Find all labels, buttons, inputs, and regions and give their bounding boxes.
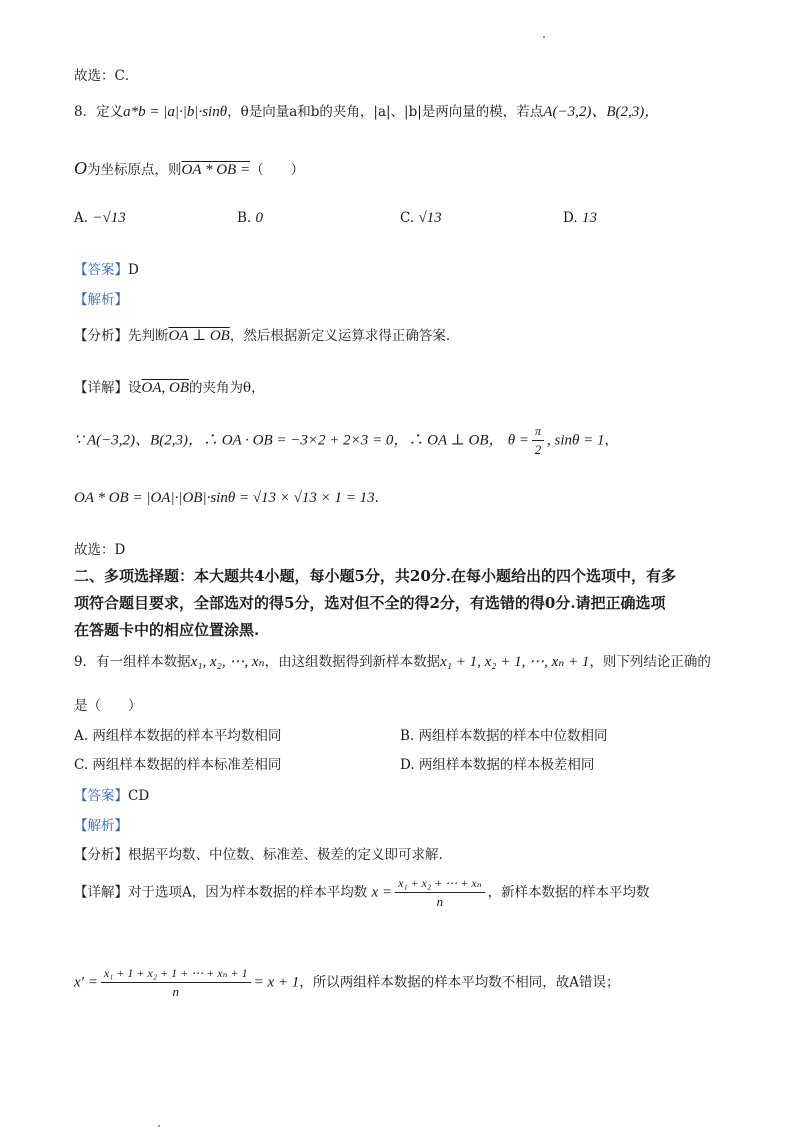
q9-stem-line2: 是（ ） [74,698,142,714]
q8-origin-symbol: O [74,158,87,178]
q8-stem-line2 [74,158,304,179]
q8-result-line: OA * OB = |OA|·|OB|·sinθ = √13 × √13 × 1 = 13. [74,490,379,506]
q8-fenxi-line: 【分析】先判断OA ⊥ OB，然后根据新定义运算求得正确答案. [74,328,451,344]
q9-new-sample-data: x₁ + 1, x₂ + 1, ⋯, xₙ + 1 [440,654,590,670]
q8-because-line: ∵ A(−3,2)、B(2,3)，∴ OA · OB = −3×2 + 2×3 = 0，∴ OA ⊥ OB， θ = $\frac{\pi}{2}$ , sinθ = 1， [74,424,619,457]
q9-detail-tag: 【详解】 [74,884,128,901]
q8-paren: （ ） [250,162,305,178]
q8-points: A(−3,2)、B(2,3)， [543,104,660,120]
q8-answer-line [74,258,139,278]
q9-fenxi-tag: 【分析】 [74,847,128,863]
q9-stem-line1: 9．有一组样本数据x₁, x₂, ⋯, xₙ，由这组数据得到新样本数据x₁ + 1, x₂ + 1, ⋯, xₙ + 1，则下列结论正确的 [74,654,711,670]
q9-option-d: D. 两组样本数据的样本极差相同 [400,757,595,773]
q9-fenxi-line: 【分析】根据平均数、中位数、标准差、极差的定义即可求解. [74,847,443,863]
q9-mean-lhs: x = [371,884,393,901]
q9-conclusion: ，所以两组样本数据的样本平均数不相同，故A错误； [299,974,620,991]
q8-answer-tag: 【答案】 [74,262,128,278]
section2-heading-line2: 项符合题目要求，全部选对的得5分，选对但不全的得2分，有选错的得0分.请把正确选项 [74,594,666,612]
q8-because-expr: ∵ A(−3,2)、B(2,3)，∴ OA · OB = −3×2 + 2×3 = 0，∴ OA ⊥ OB， [74,432,504,449]
section2-heading-line3: 在答题卡中的相应位置涂黑. [74,621,260,639]
q8-stem-line1 [74,100,659,121]
q9-analysis-line [74,814,128,834]
q9-option-b: B. 两组样本数据的样本中位数相同 [400,728,608,744]
q8-analysis-line [74,288,128,308]
q9-analysis-tag: 【解析】 [74,818,128,834]
q8-option-c-value: √13 [418,210,442,226]
q8-option-a: A. −√13 [74,210,126,226]
q9-answer-line [74,784,149,804]
speck-bottom [158,1125,160,1127]
q9-detail-line: 【详解】对于选项A，因为样本数据的样本平均数 x = $\frac{\text{x₁ + x₂ + ⋯ + xₙ}}{n}$ ，新样本数据的样本平均数 [74,876,650,909]
section2-heading-line1: 二、多项选择题：本大题共4小题，每小题5分，共20分.在每小题给出的四个选项中，有多 [74,567,676,585]
q8-option-d-value: 13 [581,210,597,226]
q8-result-expr: OA * OB = |OA|·|OB|·sinθ = √13 × √13 × 1 = 13 [74,490,375,506]
q8-stem-text: 为坐标原点，则 [87,162,182,178]
q8-theta-lhs: θ = [507,432,530,449]
q8-option-c: C. √13 [400,210,442,226]
q8-final: 故选：D [74,542,126,558]
q8-theta-fraction: $\frac{\pi}{2}$ [532,424,544,458]
speck-top [543,36,545,38]
q8-fenxi-tag: 【分析】 [74,328,128,344]
q8-theta-rest: , sinθ = 1 [547,432,605,449]
q8-answer-value: D [128,262,139,278]
q8-expression: OA * OB = [181,162,251,178]
q9-option-a: A. 两组样本数据的样本平均数相同 [74,728,282,744]
q9-new-rhs: = x + 1 [253,974,300,991]
q8-definition-formula: a*b = |a|·|b|·sinθ [123,104,228,120]
q8-option-b-value: 0 [255,210,264,226]
q8-option-a-value: −√13 [92,210,126,226]
q9-mean-fraction: $\frac{\text{x₁ + x₂ + ⋯ + xₙ}}{n}$ [395,876,484,910]
q8-stem-mid: ，θ是向量a和b的夹角，|a|、|b|是两向量的模，若点 [227,104,544,120]
q8-detail-vectors: OA, OB [141,380,189,396]
q9-option-c: C. 两组样本数据的样本标准差相同 [74,757,282,773]
q9-answer-tag: 【答案】 [74,788,128,804]
q9-new-mean-fraction: $\frac{\text{x₁ + 1 + x₂ + 1 + ⋯ + xₙ + 1}}{n}$ [101,966,251,1000]
q8-stem-prefix: 8．定义 [74,104,124,120]
q8-detail-line: 【详解】设OA, OB的夹角为θ， [74,380,265,396]
q9-new-mean-line [74,966,620,1000]
prev-answer-line: 故选：C． [74,68,139,84]
q8-option-b: B. 0 [237,210,264,226]
q8-option-d: D. 13 [563,210,597,226]
q8-fenxi-expr: OA ⊥ OB [168,328,230,344]
q9-new-lhs: x′ = [74,974,98,991]
q8-analysis-tag: 【解析】 [74,292,128,308]
q8-detail-tag: 【详解】 [74,380,128,396]
q9-answer-value: CD [128,788,150,804]
q9-sample-data: x₁, x₂, ⋯, xₙ [190,654,265,670]
